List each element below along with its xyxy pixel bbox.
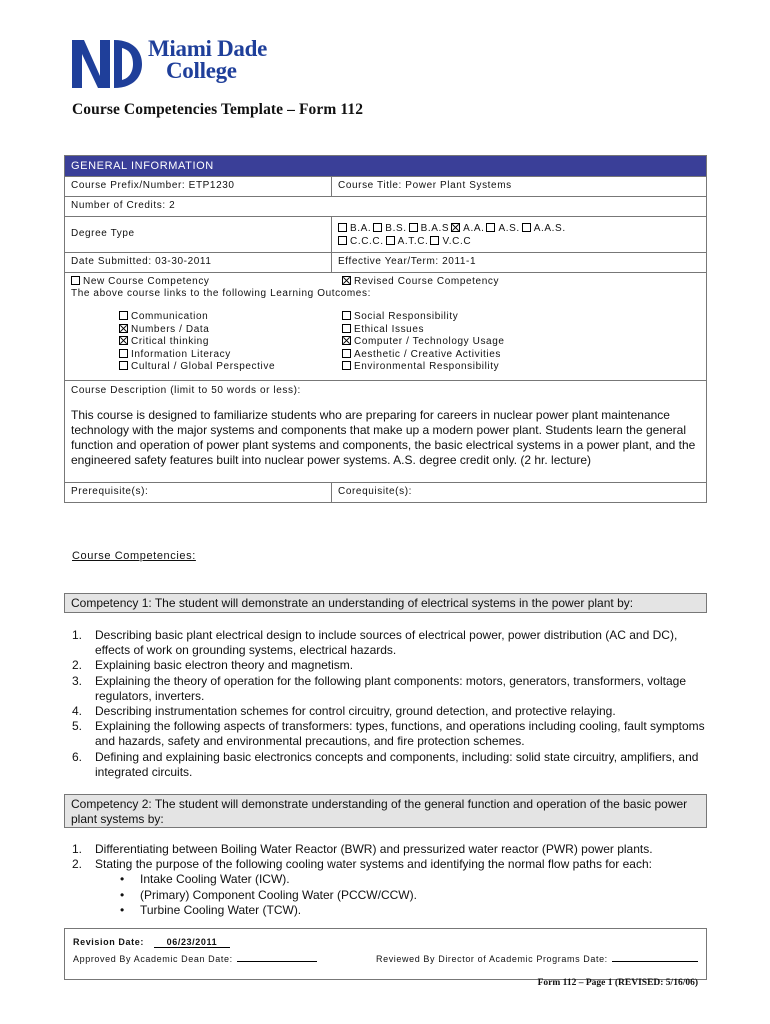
bullet-item [120,903,712,918]
course-prefix: Course Prefix/Number: ETP1230 [65,177,332,196]
outcome-label: Critical thinking [131,336,210,348]
revision-date-value: 06/23/2011 [154,937,230,948]
degree-label: A.T.C. [397,236,429,247]
prerequisites-label: Prerequisite(s): [65,483,332,502]
list-item-text: Explaining basic electron theory and magnetism. [95,658,354,673]
dean-approval-line[interactable] [237,961,317,962]
list-number: 1. [72,842,83,856]
list-item-text: Differentiating between Boiling Water Reactor (BWR) and pressurized water reactor (PWR) power plants. [95,842,653,856]
bullet-icon: • [120,872,125,887]
learning-outcomes [65,299,706,380]
college-logo [70,38,290,94]
list-item [72,719,712,749]
outcomes-intro: The above course links to the following Learning Outcomes: [71,288,371,299]
outcome-label: Aesthetic / Creative Activities [354,348,501,360]
outcome-option[interactable] [342,349,706,362]
degree-label: B.A. [350,223,372,234]
list-item [72,704,712,719]
dean-approval [73,954,317,964]
revision-date [73,937,230,948]
row-credits [65,196,706,216]
description-label: Course Description (limit to 50 words or less): [71,384,301,396]
list-number: 3. [72,673,83,688]
effective-term: Effective Year/Term: 2011-1 [338,256,477,267]
page-footer: Form 112 – Page 1 (REVISED: 5/16/06) [537,978,698,988]
degree-option[interactable] [522,223,566,234]
degree-option[interactable] [451,223,484,234]
list-item [72,628,712,658]
list-item [72,674,712,704]
row-course [65,176,706,196]
degree-label: A.S. [498,223,520,234]
outcomes-left-column [65,311,342,374]
outcome-option[interactable] [119,324,342,337]
logo-line-1: Miami Dade [148,36,268,61]
outcome-option[interactable] [119,311,342,324]
outcome-option[interactable] [342,336,706,349]
row-outcomes [65,272,706,380]
degree-checkbox[interactable] [451,223,460,232]
competency-1-title: Competency 1: The student will demonstrate an understanding of electrical systems in the power plant by: [64,593,707,613]
outcome-label: Ethical Issues [354,323,425,335]
logo-text [148,38,267,82]
outcome-option[interactable] [342,324,706,337]
outcome-checkbox[interactable] [342,349,351,358]
degree-checkbox[interactable] [373,223,382,232]
new-competency-checkbox[interactable] [71,276,80,285]
director-review [376,954,698,964]
revised-competency-option[interactable] [342,276,499,287]
director-review-label: Reviewed By Director of Academic Programs Date: [376,954,608,964]
list-item [72,857,712,872]
revision-date-label: Revision Date: [73,937,144,947]
outcome-label: Computer / Technology Usage [354,336,505,348]
list-number: 5. [72,719,83,734]
competency-2-title: Competency 2: The student will demonstrate understanding of the general function and operation of the basic power plant systems by: [64,794,707,828]
degree-option[interactable] [386,236,429,247]
outcome-checkbox[interactable] [342,361,351,370]
course-description: This course is designed to familiarize students who are preparing for careers in nuclear power plant maintenance technology with the major systems and components that make up a modern power plant. Students learn the general function and operation of power plant systems and components, the basic electrical systems in a power plant, and the engineered safety features built into nuclear power systems. A.S. degree credit only. (2 hr. lecture) [71,407,696,467]
list-number: 2. [72,857,83,872]
degree-checkbox[interactable] [486,223,495,232]
list-item-text: Defining and explaining basic electronics concepts and components, including: solid state circuitry, amplifiers, and integrated circuits. [95,749,699,779]
outcome-checkbox[interactable] [119,311,128,320]
degree-checkbox[interactable] [338,236,347,245]
list-item-text: Describing basic plant electrical design to include sources of electrical power, power distribution (AC and DC), effects of work on grounding systems, electrical hazards. [95,628,678,658]
director-review-line[interactable] [612,961,698,962]
outcome-label: Social Responsibility [354,311,459,322]
degree-checkbox[interactable] [522,223,531,232]
bullet-text: (Primary) Component Cooling Water (PCCW/CCW). [140,887,417,902]
list-number: 1. [72,628,83,642]
course-title: Course Title: Power Plant Systems [338,180,512,191]
degree-label: C.C.C. [350,236,384,247]
degree-label: A.A. [463,223,485,234]
corequisites-label: Corequisite(s): [338,485,413,497]
revised-competency-checkbox[interactable] [342,276,351,285]
outcome-checkbox[interactable] [342,336,351,345]
degree-checkbox[interactable] [386,236,395,245]
outcome-label: Communication [131,311,209,322]
list-item [72,750,712,780]
bullet-item [120,872,712,887]
outcome-checkbox[interactable] [342,324,351,333]
outcome-option[interactable] [119,349,342,362]
degree-option[interactable] [409,223,450,234]
outcome-option[interactable] [342,311,706,324]
logo-mark-icon [70,38,142,90]
outcome-option[interactable] [342,361,706,374]
general-information-header: GENERAL INFORMATION [65,156,706,176]
degree-option[interactable] [373,223,406,234]
outcome-label: Environmental Responsibility [354,361,500,373]
list-item-text: Explaining the following aspects of transformers: types, functions, and operations including cooling, fault symptoms and hazards, safety and environmental precautions, and fire protection schemes. [95,719,705,749]
outcome-checkbox[interactable] [119,324,128,333]
competency-2-bullets [72,872,712,918]
row-description [65,380,706,482]
revision-box [64,928,707,980]
new-competency-label: New Course Competency [83,276,210,287]
degree-type-label: Degree Type [65,217,332,252]
list-item-text: Describing instrumentation schemes for control circuitry, ground detection, and protective relaying. [95,704,616,719]
list-number: 6. [72,749,83,764]
dean-approval-label: Approved By Academic Dean Date: [73,954,233,964]
degree-label: B.S. [385,223,407,234]
number-of-credits: Number of Credits: 2 [71,200,176,211]
general-information-table [64,155,707,503]
competency-2-list [72,842,712,918]
competency-1-list [72,628,712,780]
list-item [72,842,712,857]
form-title: Course Competencies Template – Form 112 [72,101,364,118]
logo-line-2: College [166,58,237,83]
row-dates [65,252,706,272]
row-degree [65,216,706,252]
list-item-text: Explaining the theory of operation for the following plant components: motors, generators, transformers, voltage regulators, inverters. [95,673,686,703]
bullet-icon: • [120,887,125,902]
degree-option[interactable] [338,236,384,247]
degree-label: A.A.S. [533,223,566,234]
competencies-heading: Course Competencies: [72,550,196,562]
degree-checkbox[interactable] [430,236,439,245]
outcome-option[interactable] [119,361,342,374]
new-competency-option[interactable] [71,276,342,287]
outcome-option[interactable] [119,336,342,349]
outcome-label: Cultural / Global Perspective [131,361,276,373]
degree-option[interactable] [486,223,519,234]
row-requisites [65,482,706,502]
degree-label: B.A.S [420,223,450,234]
outcome-checkbox[interactable] [119,361,128,370]
outcome-checkbox[interactable] [342,311,351,320]
degree-label: V.C.C [442,236,472,247]
list-number: 4. [72,704,83,719]
list-item [72,658,712,673]
degree-option[interactable] [338,223,371,234]
degree-checkbox[interactable] [338,223,347,232]
list-number: 2. [72,658,83,673]
degree-option[interactable] [430,236,471,247]
revised-competency-label: Revised Course Competency [354,276,500,287]
bullet-text: Turbine Cooling Water (TCW). [140,902,302,917]
outcomes-right-column [342,311,706,374]
outcome-label: Numbers / Data [131,323,210,335]
list-item-text: Stating the purpose of the following cooling water systems and identifying the normal flow paths for each: [95,857,652,872]
degree-options [332,217,706,252]
outcome-checkbox[interactable] [119,336,128,345]
outcome-label: Information Literacy [131,348,231,360]
outcome-checkbox[interactable] [119,349,128,358]
degree-checkbox[interactable] [409,223,418,232]
bullet-icon: • [120,902,125,917]
bullet-item [120,888,712,903]
bullet-text: Intake Cooling Water (ICW). [140,872,290,887]
date-submitted: Date Submitted: 03-30-2011 [65,253,332,272]
